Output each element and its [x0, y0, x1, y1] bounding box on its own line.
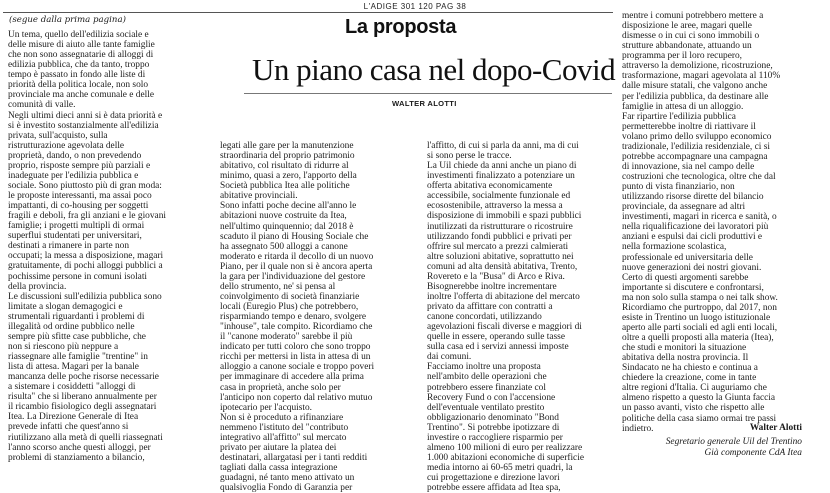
header-rule	[3, 12, 613, 13]
section-label: La proposta	[345, 16, 457, 38]
signature-name: Walter Alotti	[749, 423, 802, 433]
continuation-note: (segue dalla prima pagina)	[9, 15, 126, 25]
byline: WALTER ALOTTI	[392, 99, 457, 108]
article-title: Un piano casa nel dopo-Covid	[252, 52, 616, 87]
article-column-1: Un tema, quello dell'edilizia sociale e delle misure di aiuto alle tante famiglie che non sono assegnatarie di alloggi di edilizia pubblica, che da tanto, troppo tempo è passato in fondo alle liste di priorità della politica locale, non solo provinciale ma anche comunale e delle comunità di valle. Negli ultimi dieci anni si è data priorità e si è investito sostanzialmente all'edilizia privata, sull'acquisto, sulla ristrutturazione agevolata delle proprietà, dando, o non prevedendo proprio, risposte sempre più parziali e inadeguate per l'edilizia pubblica e sociale. Sono piuttosto più di gran moda: le proposte interessanti, ma assai poco impattanti, di co-housing per soggetti fragili e deboli, fra gli anziani e le giovani famiglie; i progetti multipli di ormai superflui studentati per universitari, destinati a rimanere in parte non occupati; la messa a disposizione, magari gratuitamente, di pochi alloggi pubblici a pochissime persone in comuni isolati della provincia. Le discussioni sull'edilizia pubblica sono limitate a slogan demagogici e strumentali riguardanti i problemi di illegalità od ordine pubblico nelle sempre più sfitte case pubbliche, che non si riescono più neppure a riassegnare alle famiglie "trentine" in lista di attesa. Magari per la banale mancanza delle poche risorse necessarie a sistemare i cosiddetti "alloggi di risulta" che si liberano annualmente per il ricambio fisiologico degli assegnatari Itea. La Direzione Generale di Itea prevede infatti che quest'anno si riutilizzano alla metà di quelli riassegnati l'anno scorso anche questi alloggi, per problemi di stanziamento a bilancio,	[8, 30, 167, 463]
signature-role: Segretario generale Uil del Trentino	[665, 437, 802, 447]
article-column-4: mentre i comuni potrebbero mettere a disposizione le aree, magari quelle dismesse o in cui ci sono immobili o strutture abbandonate, attuando un programma per il loro recupero, attraverso la demolizione, ricostruzione, trasformazione, magari agevolata al 110% dalle misure statali, che valgono anche per l'edilizia pubblica, da destinare alle famiglie in attesa di un alloggio. Far ripartire l'edilizia pubblica permetterebbe inoltre di riattivare il volano primo dello sviluppo economico tradizionale, l'edilizia residenziale, ci si potrebbe accompagnare una campagna di innovazione, sia nel campo delle costruzioni che tecnologica, oltre che dal punto di vista finanziario, non utilizzando risorse dirette del bilancio provinciale, da assegnare ad altri investimenti, magari in ricerca e sanità, o nella riqualificazione dei lavoratori più anziani e espulsi dai cicli produttivi e nella formazione scolastica, professionale ed universitaria delle nuove generazioni dei nostri giovani. Certo di questi argomenti sarebbe importante si discutere e confrontarsi, ma non solo sulla stampa o nei talk show. Ricordiamo che purtroppo, dal 2017, non esiste in Trentino un luogo istituzionale aperto alle parti sociali ed agli enti locali, oltre a quelli proposti alla materia (Itea), che studi e monitori la situazione abitativa della nostra provincia. Il Sindacato ne ha chiesto e continua a chiedere la creazione, come in tante altre regioni d'Italia. Ci auguriamo che almeno rispetto a questo la Giunta faccia un passo avanti, visto che rispetto alle politiche della casa siamo ormai tre passi indietro.	[622, 11, 781, 434]
title-rule	[244, 93, 612, 94]
signature-role-secondary: Già componente CdA Itea	[704, 448, 802, 458]
page-header: L'ADIGE 301 120 PAG 38	[363, 2, 467, 11]
article-column-2: legati alle gare per la manutenzione straordinaria del proprio patrimonio abitativo, col risultato di ridurre al minimo, quasi a zero, l'apporto della Società pubblica Itea alle politiche abitative provinciali. Sono infatti poche decine all'anno le abitazioni nuove costruite da Itea, nell'ultimo quinquennio; dal 2018 è scaduto il piano di Housing Sociale che ha assegnato 500 alloggi a canone moderato e ritarda il decollo di un nuovo Piano, per il quale non si è ancora aperta la gara per l'individuazione del gestore dello strumento, ne' si pensa al coinvolgimento di società finanziarie locali (Euregio Plus) che potrebbero, risparmiando tempo e denaro, svolgere "inhouse", tale compito. Ricordiamo che il "canone moderato" sarebbe il più indicato per tutti coloro che sono troppo ricchi per mettersi in lista in attesa di un alloggio a canone sociale e troppo poveri per immaginare di accedere alla prima casa in proprietà, anche solo per l'anticipo non coperto dal relativo mutuo ipotecario per l'acquisto. Non si è proceduto a rifinanziare nemmeno l'istituto del "contributo integrativo all'affitto" sul mercato privato per aiutare la platea dei destinatari, allargatasi per i tanti redditi tagliati dalla cassa integrazione guadagni, né tanto meno attivato un qualsivoglia Fondo di Garanzia per	[220, 141, 375, 493]
article-column-3: l'affitto, di cui si parla da anni, ma di cui si sono perse le tracce. La Uil chiede da anni anche un piano di investimenti finalizzato a potenziare un offerta abitativa economicamente accessibile, socialmente funzionale ed ecosostenibile, attraverso la messa a disposizione di immobili e spazi pubblici inutilizzati da ristrutturare o ricostruire utilizzando fondi pubblici e privati per offrire sul mercato a prezzi calmierati altre soluzioni abitative, soprattutto nei comuni ad alta densità abitativa, Trento, Rovereto e la "Busa" di Arco e Riva. Bisognerebbe inoltre incrementare inoltre l'offerta di abitazione del mercato privato da affittare con contratti a canone concordati, utilizzando agevolazioni fiscali diverse e maggiori di quelle in essere, operando sulle tasse sulla casa ed i servizi annessi imposte dai comuni. Facciamo inoltre una proposta nell'ambito delle operazioni che potrebbero essere finanziate col Recovery Fund o con l'accensione dell'eventuale ventilato prestito obbligazionario denominato "Bond Trentino". Si potrebbe ipotizzare di investire o raccogliere risparmio per almeno 100 milioni di euro per realizzare 1.000 abitazioni economiche di superficie media intorno ai 60-65 metri quadri, la cui progettazione e direzione lavori potrebbe essere affidata ad Itea spa,	[427, 141, 584, 493]
